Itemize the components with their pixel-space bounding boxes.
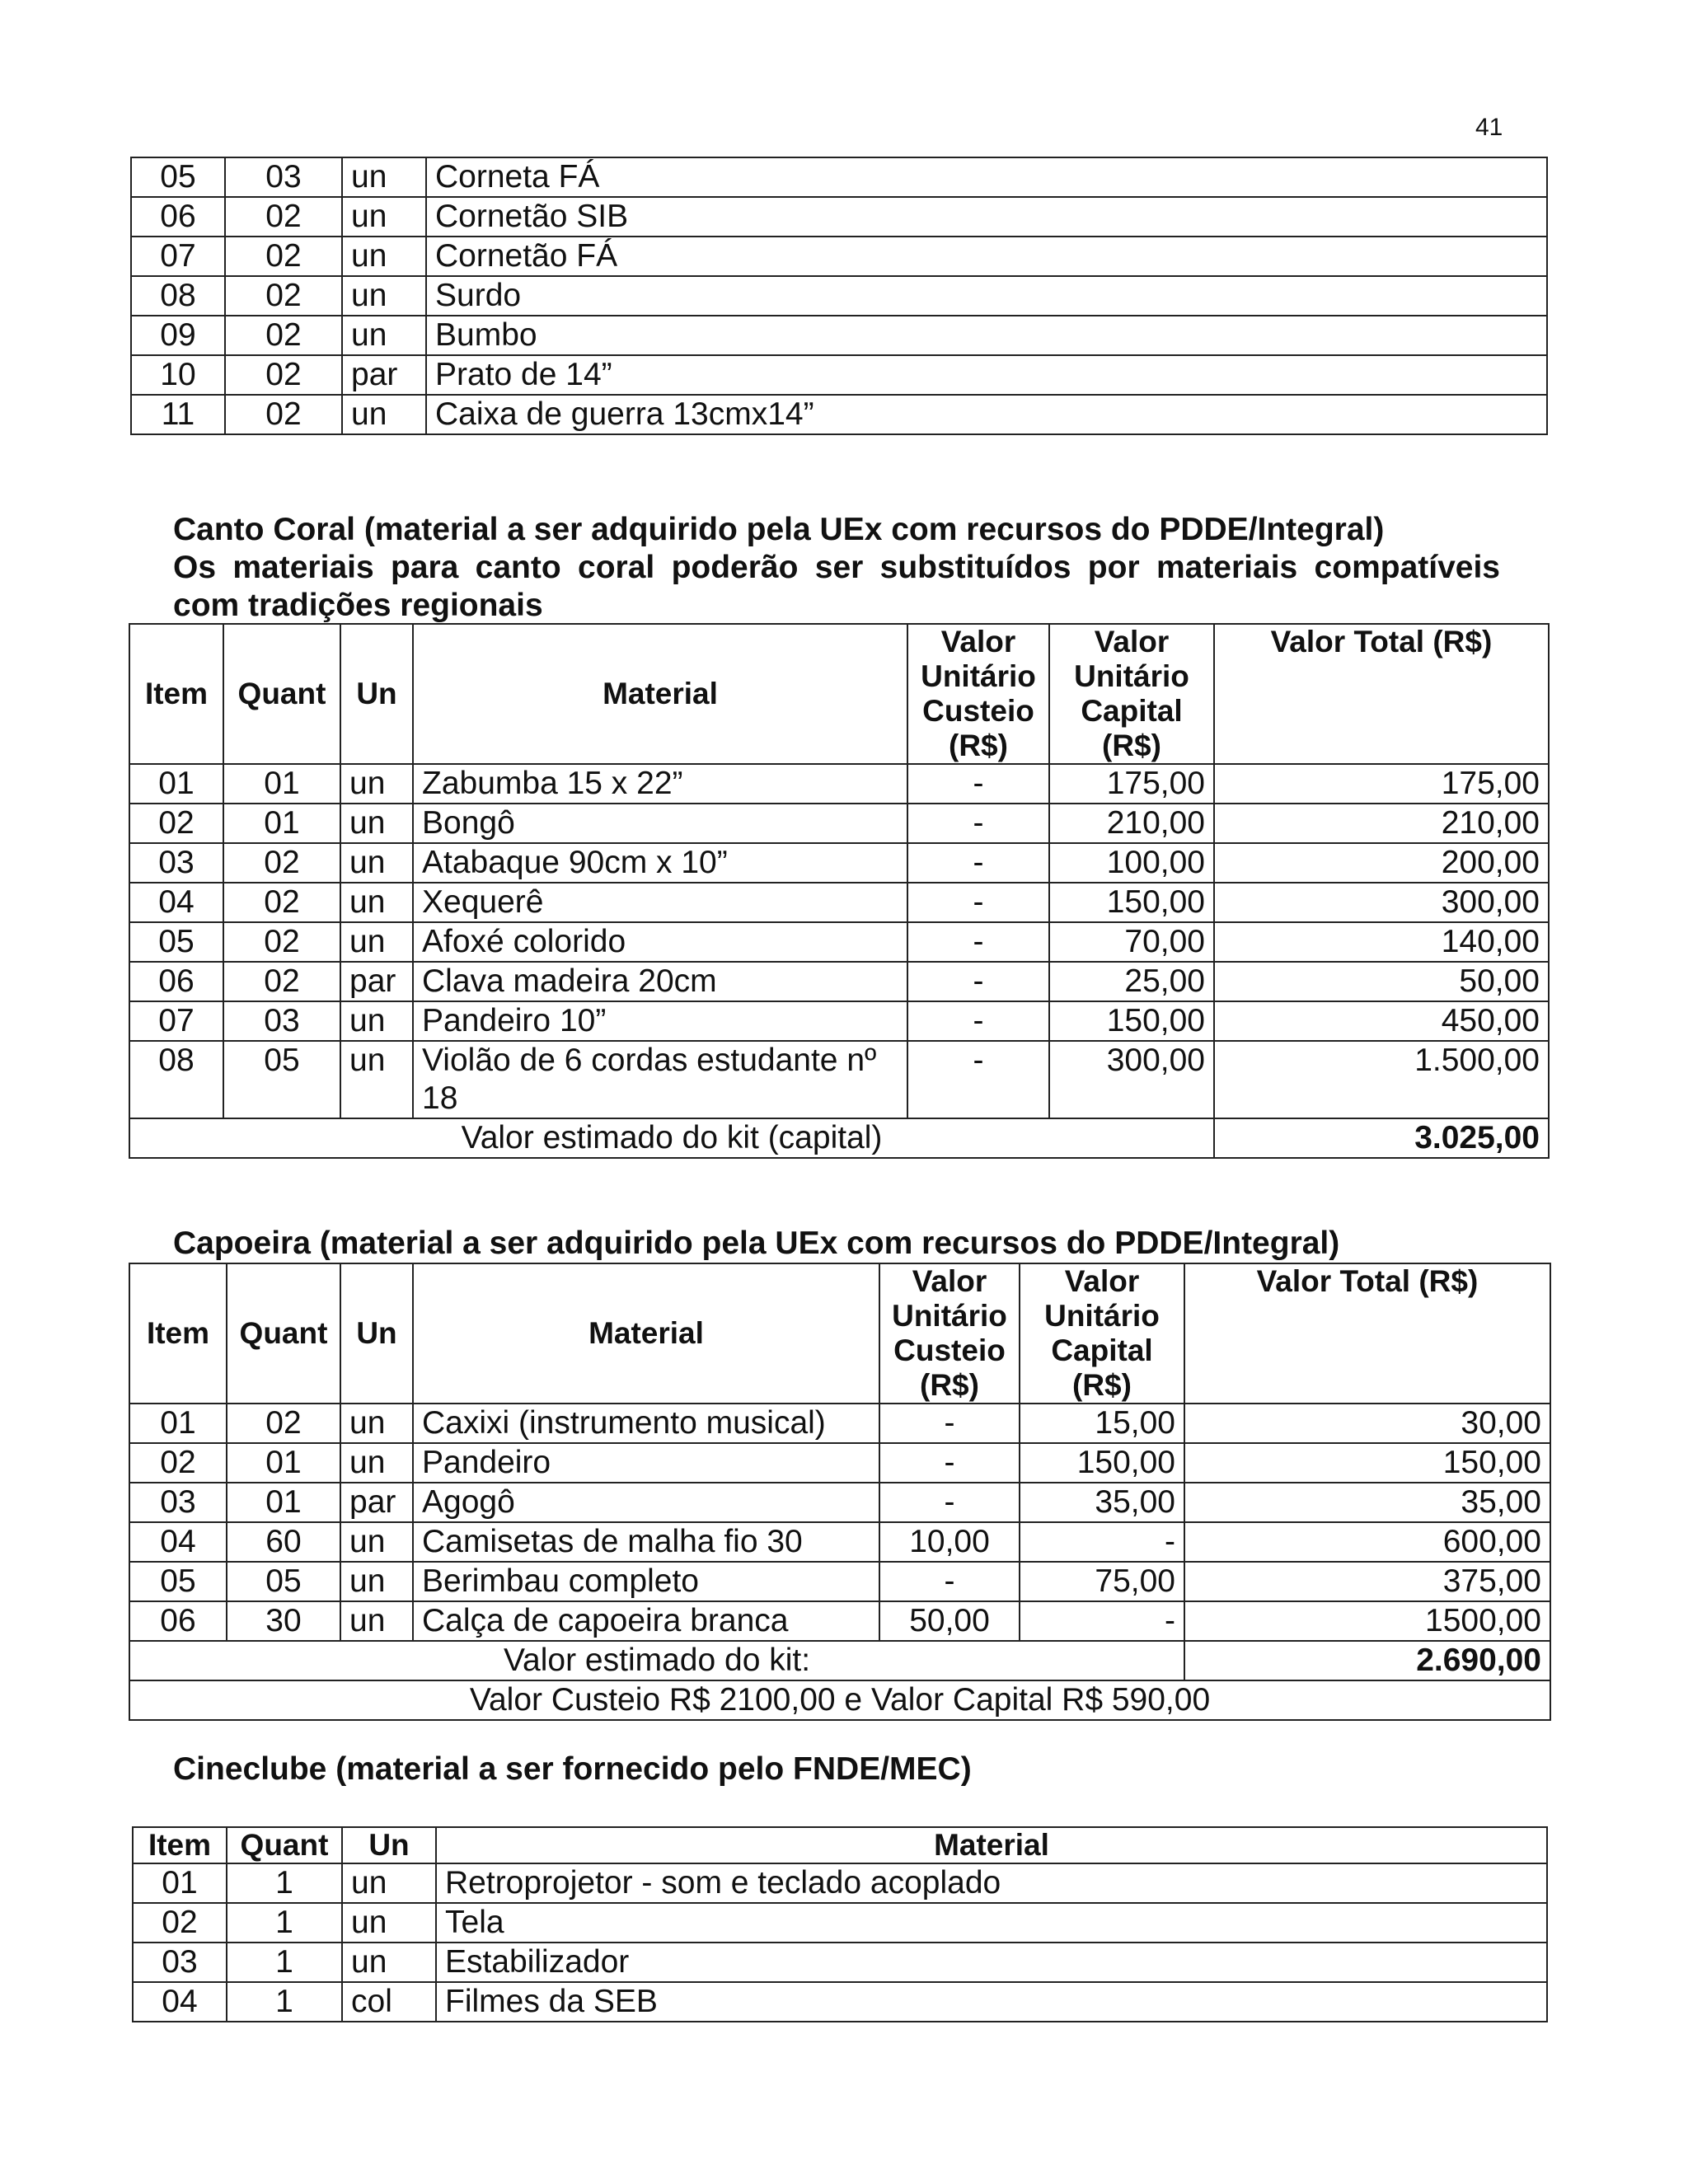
table-cell: 75,00 xyxy=(1020,1562,1184,1601)
table-cell: 08 xyxy=(131,276,225,316)
table-cell: 450,00 xyxy=(1214,1001,1549,1041)
table-cell: un xyxy=(342,1943,436,1982)
cineclube-table xyxy=(132,1826,1548,2022)
table-row xyxy=(131,237,1547,276)
table-cell: 02 xyxy=(225,276,342,316)
table-cell: 175,00 xyxy=(1214,764,1549,804)
table-cell: Filmes da SEB xyxy=(436,1982,1547,2022)
table-row xyxy=(129,1601,1550,1641)
table-cell: 200,00 xyxy=(1214,843,1549,883)
table-cell: 1 xyxy=(227,1943,342,1982)
table-cell: - xyxy=(907,843,1049,883)
table-cell: 175,00 xyxy=(1049,764,1214,804)
table-cell: 02 xyxy=(225,355,342,395)
table-cell: un xyxy=(340,804,413,843)
table-cell: 10 xyxy=(131,355,225,395)
table-cell: Clava madeira 20cm xyxy=(413,962,907,1001)
table-cell: 04 xyxy=(133,1982,227,2022)
table-cell: 02 xyxy=(223,883,340,922)
table-cell: Prato de 14” xyxy=(426,355,1547,395)
table-cell: - xyxy=(907,922,1049,962)
table-cell: un xyxy=(342,395,426,434)
table-cell: 05 xyxy=(129,922,223,962)
table-cell: un xyxy=(340,1522,413,1562)
table-cell: 60 xyxy=(227,1522,340,1562)
table-cell: 375,00 xyxy=(1184,1562,1550,1601)
table-cell: 04 xyxy=(129,883,223,922)
table-cell: 02 xyxy=(223,843,340,883)
table-cell: 03 xyxy=(223,1001,340,1041)
table-cell: 05 xyxy=(223,1041,340,1118)
table-cell: 50,00 xyxy=(1214,962,1549,1001)
table-cell: 01 xyxy=(133,1863,227,1903)
table-cell: un xyxy=(342,1863,436,1903)
table-cell: 02 xyxy=(225,197,342,237)
table-cell: - xyxy=(907,1041,1049,1118)
col-header-quant: Quant xyxy=(227,1263,340,1404)
table-row xyxy=(129,1562,1550,1601)
table-row xyxy=(133,1863,1547,1903)
table-cell: un xyxy=(340,1041,413,1118)
table-cell: 01 xyxy=(129,1404,227,1443)
col-header-item: Item xyxy=(129,624,223,764)
table-row xyxy=(129,1443,1550,1483)
table-cell: un xyxy=(340,922,413,962)
col-header-material: Material xyxy=(413,624,907,764)
table-cell: Zabumba 15 x 22” xyxy=(413,764,907,804)
table-cell: 02 xyxy=(225,237,342,276)
table-cell: 1500,00 xyxy=(1184,1601,1550,1641)
table-cell: 35,00 xyxy=(1020,1483,1184,1522)
table-cell: Atabaque 90cm x 10” xyxy=(413,843,907,883)
table-cell: 05 xyxy=(129,1562,227,1601)
table-cell: Corneta FÁ xyxy=(426,157,1547,197)
table-cell: 02 xyxy=(227,1404,340,1443)
table-cell: Berimbau completo xyxy=(413,1562,879,1601)
table-cell: 01 xyxy=(227,1443,340,1483)
table-row xyxy=(133,1982,1547,2022)
table-cell: 01 xyxy=(227,1483,340,1522)
table-cell: 06 xyxy=(129,1601,227,1641)
table-cell: par xyxy=(342,355,426,395)
table-cell: 11 xyxy=(131,395,225,434)
table-cell: un xyxy=(340,1443,413,1483)
col-header-valor-unitario-custeio: Valor Unitário Custeio (R$) xyxy=(907,624,1049,764)
table-cell: Cornetão SIB xyxy=(426,197,1547,237)
table-cell: 08 xyxy=(129,1041,223,1118)
table-cell: 01 xyxy=(223,764,340,804)
page-number: 41 xyxy=(1475,114,1503,141)
table-cell: col xyxy=(342,1982,436,2022)
table-cell: 140,00 xyxy=(1214,922,1549,962)
table-cell: un xyxy=(342,197,426,237)
table-cell: 02 xyxy=(133,1903,227,1943)
table-cell: un xyxy=(340,764,413,804)
table-cell: 03 xyxy=(129,843,223,883)
table-cell: un xyxy=(340,883,413,922)
table-cell: 03 xyxy=(225,157,342,197)
col-header-quant: Quant xyxy=(223,624,340,764)
cineclube-heading: Cineclube (material a ser fornecido pelo FNDE/MEC) xyxy=(173,1751,972,1787)
table-row xyxy=(131,395,1547,434)
table-cell: 03 xyxy=(129,1483,227,1522)
canto-coral-subheading: Os materiais para canto coral poderão ser substituídos por materiais compatíveis xyxy=(173,550,1500,585)
col-header-material: Material xyxy=(436,1827,1547,1863)
table-cell: un xyxy=(342,1903,436,1943)
table-cell: 30,00 xyxy=(1184,1404,1550,1443)
col-header-valor-total: Valor Total (R$) xyxy=(1214,624,1549,764)
table-cell: 1 xyxy=(227,1903,342,1943)
table-cell: un xyxy=(342,237,426,276)
col-header-valor-unitario-capital: Valor Unitário Capital (R$) xyxy=(1049,624,1214,764)
table-row xyxy=(129,843,1549,883)
table-row xyxy=(129,1522,1550,1562)
table-cell: 01 xyxy=(223,804,340,843)
table-cell: 02 xyxy=(225,395,342,434)
table-cell: 100,00 xyxy=(1049,843,1214,883)
table-row xyxy=(131,276,1547,316)
table-cell: un xyxy=(342,276,426,316)
table-cell: Camisetas de malha fio 30 xyxy=(413,1522,879,1562)
table-cell: 02 xyxy=(225,316,342,355)
table-cell: 70,00 xyxy=(1049,922,1214,962)
table-cell: 150,00 xyxy=(1020,1443,1184,1483)
table-cell: 210,00 xyxy=(1214,804,1549,843)
table-cell: Cornetão FÁ xyxy=(426,237,1547,276)
table-cell: 02 xyxy=(223,922,340,962)
table-row xyxy=(129,883,1549,922)
table-cell: Calça de capoeira branca xyxy=(413,1601,879,1641)
table-cell: 05 xyxy=(131,157,225,197)
table-cell: 1 xyxy=(227,1982,342,2022)
table-row xyxy=(129,922,1549,962)
table-cell: Surdo xyxy=(426,276,1547,316)
table-row xyxy=(129,804,1549,843)
table-cell: - xyxy=(907,804,1049,843)
table-cell: Bongô xyxy=(413,804,907,843)
table-row xyxy=(129,1001,1549,1041)
table-cell: 02 xyxy=(223,962,340,1001)
capoeira-table xyxy=(129,1263,1551,1721)
table-cell: Agogô xyxy=(413,1483,879,1522)
table-cell: Pandeiro 10” xyxy=(413,1001,907,1041)
col-header-un: Un xyxy=(340,1263,413,1404)
table-cell: 10,00 xyxy=(879,1522,1020,1562)
col-header-quant: Quant xyxy=(227,1827,342,1863)
table-cell: 02 xyxy=(129,1443,227,1483)
table-row xyxy=(131,316,1547,355)
table-cell: Estabilizador xyxy=(436,1943,1547,1982)
table-row xyxy=(129,962,1549,1001)
table-cell: 04 xyxy=(129,1522,227,1562)
table-cell: - xyxy=(907,883,1049,922)
table-cell: 1.500,00 xyxy=(1214,1041,1549,1118)
table-cell: un xyxy=(342,157,426,197)
table-cell: par xyxy=(340,962,413,1001)
kit-total-label: Valor estimado do kit (capital) xyxy=(129,1118,1214,1158)
table-row xyxy=(129,764,1549,804)
table-cell: 30 xyxy=(227,1601,340,1641)
table-cell: 1 xyxy=(227,1863,342,1903)
table-cell: 06 xyxy=(131,197,225,237)
kit-total-label: Valor estimado do kit: xyxy=(129,1641,1184,1680)
kit-value-breakdown: Valor Custeio R$ 2100,00 e Valor Capital R$ 590,00 xyxy=(129,1680,1550,1720)
table-cell: un xyxy=(340,1601,413,1641)
table-cell: - xyxy=(1020,1522,1184,1562)
table-row xyxy=(129,1041,1549,1118)
kit-total-value: 2.690,00 xyxy=(1184,1641,1550,1680)
table-cell: Pandeiro xyxy=(413,1443,879,1483)
table-cell: 600,00 xyxy=(1184,1522,1550,1562)
table-cell: 150,00 xyxy=(1049,883,1214,922)
table-cell: 150,00 xyxy=(1049,1001,1214,1041)
table-cell: 300,00 xyxy=(1214,883,1549,922)
instrument-continuation-table xyxy=(130,157,1548,435)
table-cell: 01 xyxy=(129,764,223,804)
table-cell: - xyxy=(907,764,1049,804)
table-cell: Xequerê xyxy=(413,883,907,922)
table-cell: 02 xyxy=(129,804,223,843)
table-cell: Violão de 6 cordas estudante nº 18 xyxy=(413,1041,907,1118)
col-header-valor-unitario-custeio: Valor Unitário Custeio (R$) xyxy=(879,1263,1020,1404)
col-header-un: Un xyxy=(342,1827,436,1863)
col-header-item: Item xyxy=(133,1827,227,1863)
col-header-valor-unitario-capital: Valor Unitário Capital (R$) xyxy=(1020,1263,1184,1404)
table-cell: 150,00 xyxy=(1184,1443,1550,1483)
table-cell: 15,00 xyxy=(1020,1404,1184,1443)
table-cell: 25,00 xyxy=(1049,962,1214,1001)
col-header-item: Item xyxy=(129,1263,227,1404)
table-cell: 210,00 xyxy=(1049,804,1214,843)
table-cell: - xyxy=(879,1443,1020,1483)
table-cell: un xyxy=(340,1404,413,1443)
table-cell: - xyxy=(879,1404,1020,1443)
table-cell: - xyxy=(879,1483,1020,1522)
table-row xyxy=(129,1483,1550,1522)
canto-coral-subheading-2: com tradições regionais xyxy=(173,588,543,623)
table-cell: Bumbo xyxy=(426,316,1547,355)
table-cell: Retroprojetor - som e teclado acoplado xyxy=(436,1863,1547,1903)
table-row xyxy=(131,197,1547,237)
table-row xyxy=(129,1404,1550,1443)
table-row xyxy=(131,355,1547,395)
table-cell: 07 xyxy=(131,237,225,276)
kit-total-value: 3.025,00 xyxy=(1214,1118,1549,1158)
table-cell: Caixa de guerra 13cmx14” xyxy=(426,395,1547,434)
table-cell: 03 xyxy=(133,1943,227,1982)
table-cell: 07 xyxy=(129,1001,223,1041)
table-cell: 300,00 xyxy=(1049,1041,1214,1118)
table-cell: un xyxy=(340,843,413,883)
table-cell: 09 xyxy=(131,316,225,355)
table-cell: Afoxé colorido xyxy=(413,922,907,962)
table-cell: - xyxy=(907,962,1049,1001)
canto-coral-table xyxy=(129,623,1550,1159)
table-cell: un xyxy=(342,316,426,355)
table-cell: 50,00 xyxy=(879,1601,1020,1641)
table-cell: Caxixi (instrumento musical) xyxy=(413,1404,879,1443)
canto-coral-heading: Canto Coral (material a ser adquirido pela UEx com recursos do PDDE/Integral) xyxy=(173,512,1385,547)
table-cell: 05 xyxy=(227,1562,340,1601)
col-header-un: Un xyxy=(340,624,413,764)
table-cell: - xyxy=(1020,1601,1184,1641)
table-cell: - xyxy=(907,1001,1049,1041)
table-cell: Tela xyxy=(436,1903,1547,1943)
col-header-valor-total: Valor Total (R$) xyxy=(1184,1263,1550,1404)
table-cell: un xyxy=(340,1001,413,1041)
capoeira-heading: Capoeira (material a ser adquirido pela UEx com recursos do PDDE/Integral) xyxy=(173,1226,1340,1261)
table-cell: un xyxy=(340,1562,413,1601)
table-cell: par xyxy=(340,1483,413,1522)
table-row xyxy=(133,1903,1547,1943)
table-cell: 06 xyxy=(129,962,223,1001)
table-cell: 35,00 xyxy=(1184,1483,1550,1522)
table-row xyxy=(131,157,1547,197)
col-header-material: Material xyxy=(413,1263,879,1404)
table-row xyxy=(133,1943,1547,1982)
table-cell: - xyxy=(879,1562,1020,1601)
